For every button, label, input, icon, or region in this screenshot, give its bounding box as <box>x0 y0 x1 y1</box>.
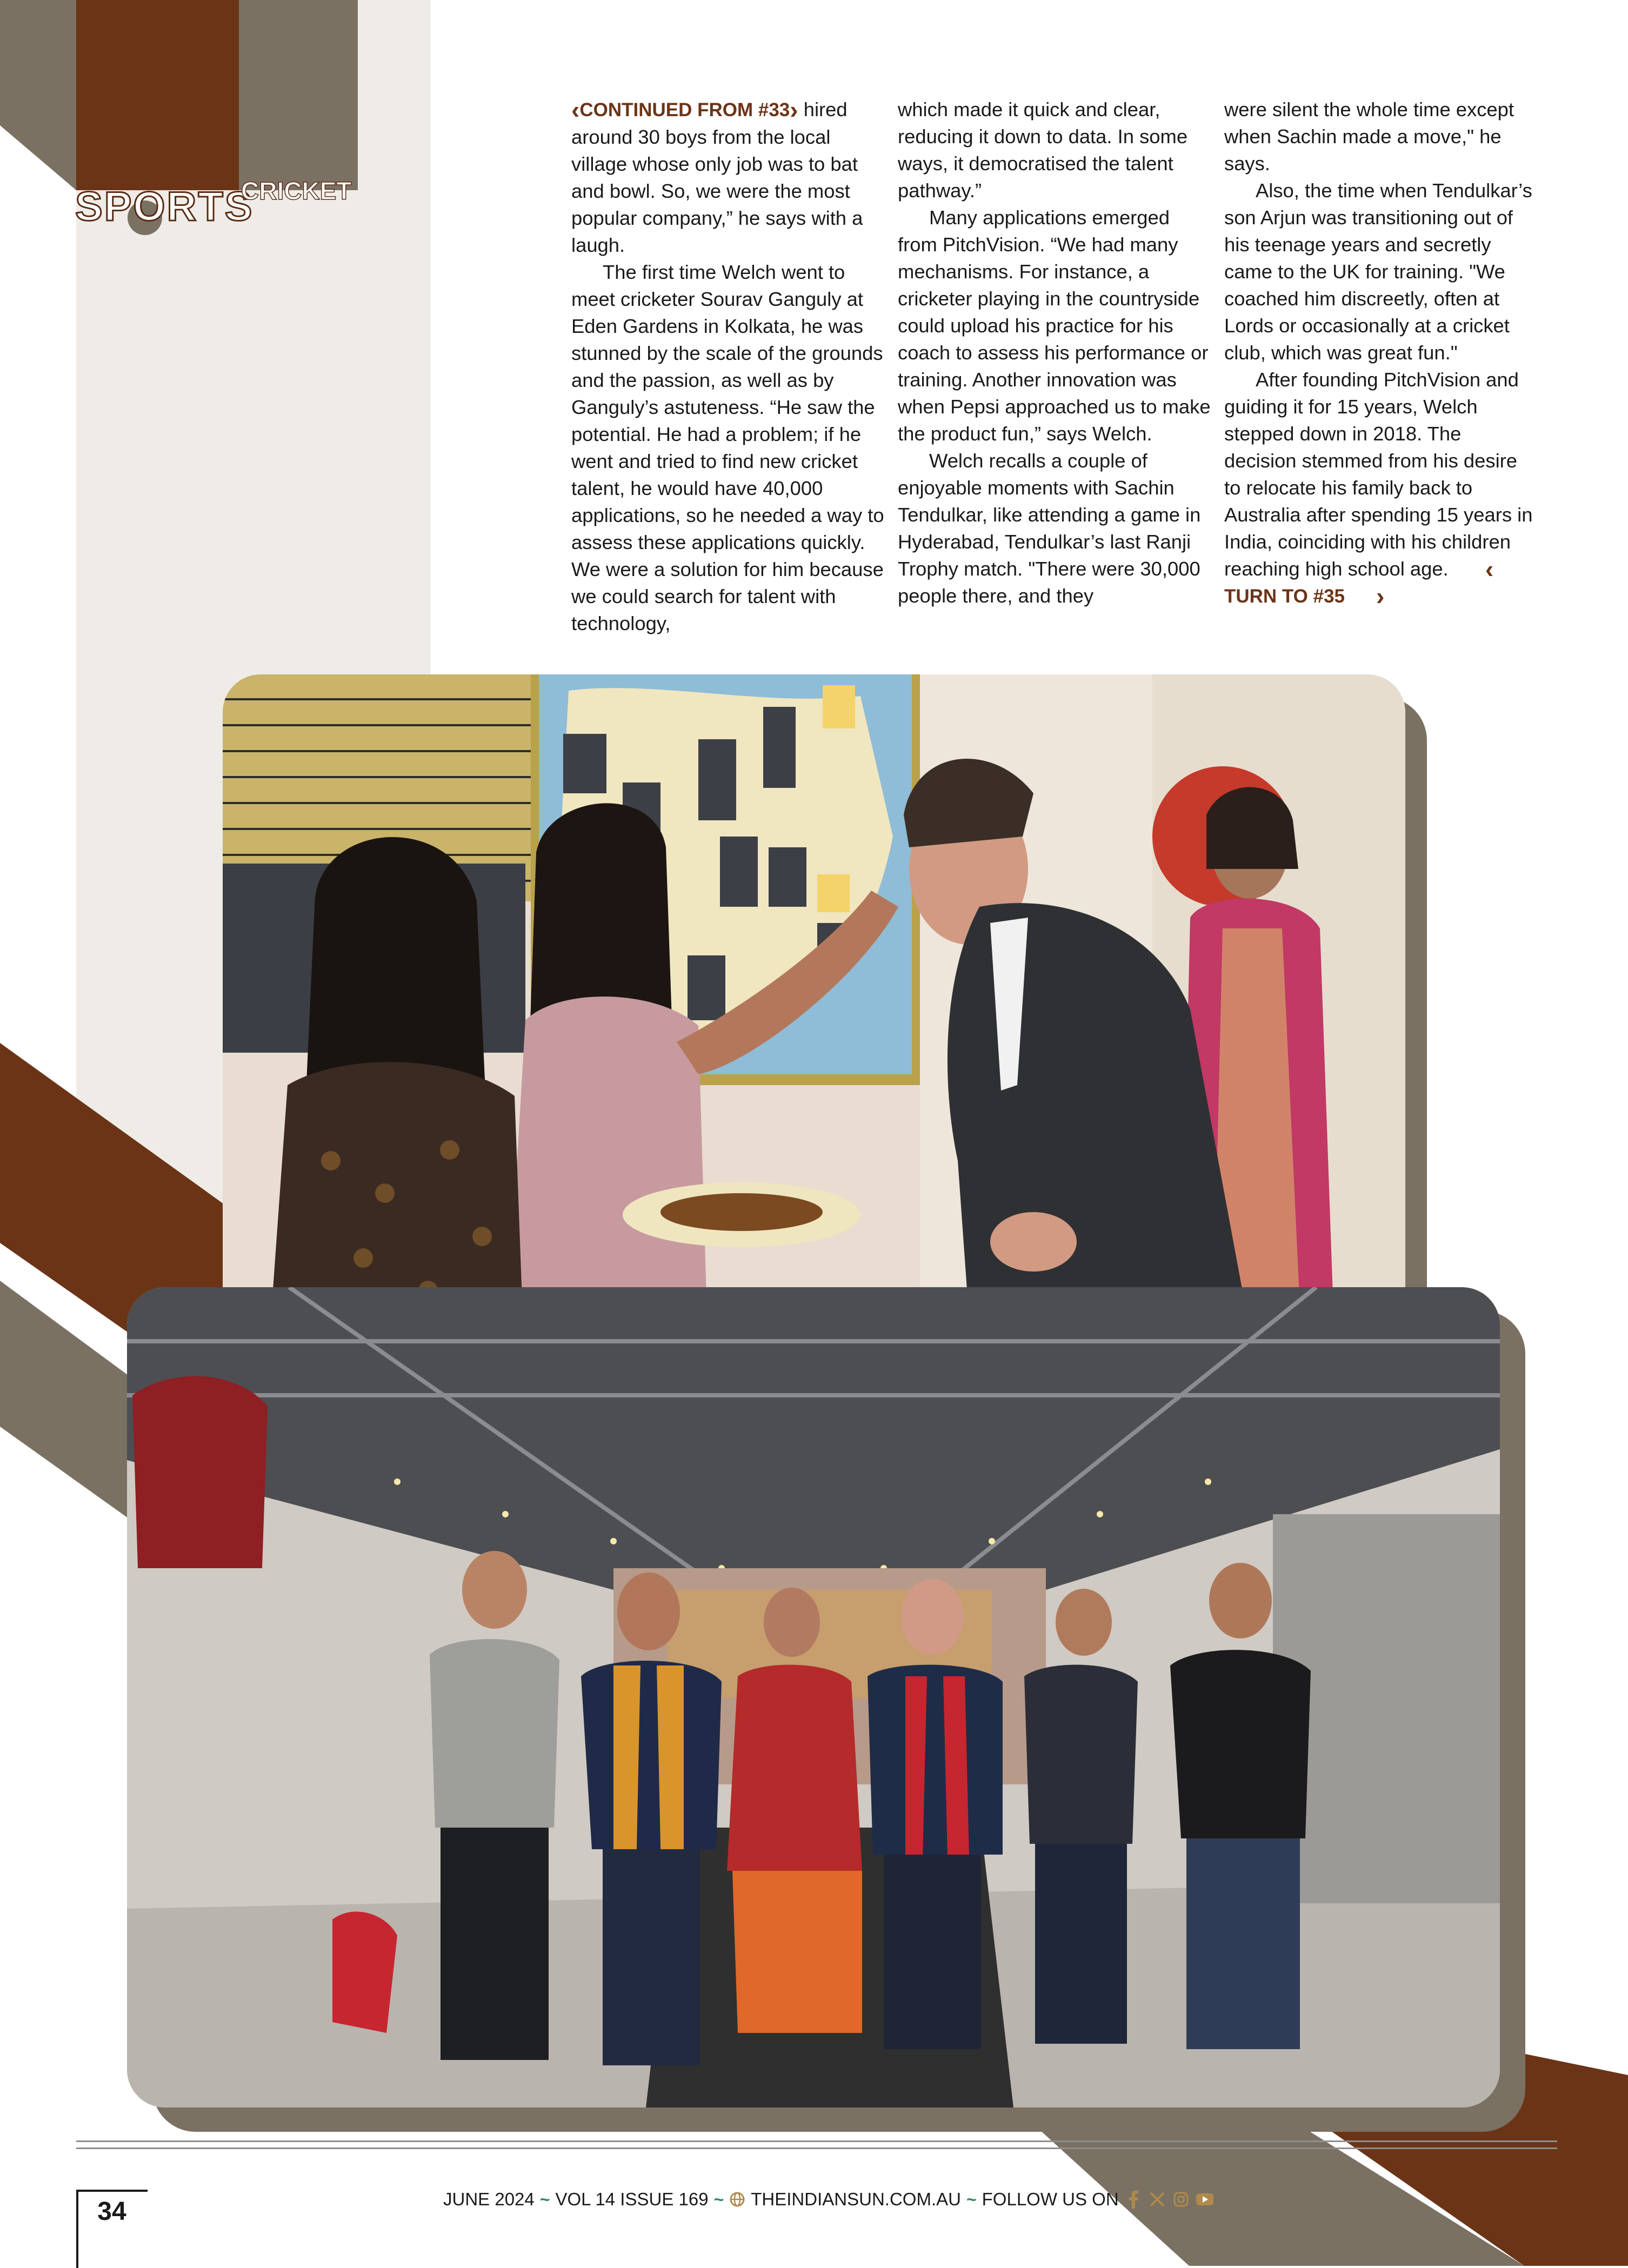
continued-from-link[interactable]: CONTINUED FROM #33 <box>579 99 790 121</box>
youtube-icon[interactable] <box>1196 2190 1214 2209</box>
paragraph: Many applications emerged from PitchVision. “We had many mechanisms. For instance, a cricketer playing in the countryside could upload his practice for his coach to assess his performance or training. Another innovation was when Pepsi approached us to make the product fun,” says Welch. <box>898 206 1211 445</box>
turn-to-link[interactable]: TURN TO #35 <box>1224 586 1345 607</box>
bottom-photo <box>127 1287 1500 2108</box>
article-body <box>0 0 1628 648</box>
facebook-icon[interactable] <box>1124 2190 1143 2209</box>
chevron-right-icon: › <box>1376 582 1385 610</box>
article-column-2 <box>898 96 1211 610</box>
globe-icon <box>729 2191 745 2207</box>
photo-blessing-ceremony-icon <box>223 674 1405 1388</box>
article-column-1 <box>571 96 885 637</box>
article-column-3 <box>1224 96 1538 610</box>
page-number: 34 <box>97 2197 126 2226</box>
paragraph: The first time Welch went to meet cricketer Sourav Ganguly at Eden Gardens in Kolkata, he was stunned by the scale of the grounds and the passion, as well as by Ganguly’s astuteness. “He saw the potential. He had a problem; if he went and tried to find new cricket talent, he would have 40,000 applications, so he needed a way to assess these applications quickly. We were a solution for him because we could search for talent with technology, <box>571 261 884 634</box>
paragraph: which made it quick and clear, reducing it down to data. In some ways, it democratised the talent pathway.” <box>898 98 1188 202</box>
chevron-left-icon: ‹ <box>571 96 580 124</box>
website-link[interactable]: THEINDIANSUN.COM.AU <box>751 2189 961 2209</box>
chevron-right-icon: › <box>790 96 798 124</box>
footer-info <box>443 2189 1214 2210</box>
paragraph: Also, the time when Tendulkar’s son Arjun was transitioning out of his teenage years and secretly came to the UK for training. "We coached him discreetly, often at Lords or occasionally at a cricket club, which was great fun." <box>1224 179 1532 364</box>
separator-icon: ~ <box>539 2189 550 2209</box>
paragraph <box>571 96 885 259</box>
footer-rule <box>76 2140 1557 2142</box>
separator-icon: ~ <box>966 2189 977 2209</box>
issue-number: VOL 14 ISSUE 169 <box>555 2189 709 2209</box>
paragraph-text: hired around 30 boys from the local village whose only job was to bat and bowl. So, we were the most popular company,” he says with a laugh. <box>571 98 863 256</box>
paragraph <box>1224 366 1538 610</box>
section-label: SPORTS <box>75 184 254 230</box>
photo-group-at-temple-icon <box>127 1287 1500 2108</box>
separator-icon: ~ <box>713 2189 724 2209</box>
instagram-icon[interactable] <box>1172 2190 1190 2209</box>
paragraph: Welch recalls a couple of enjoyable moments with Sachin Tendulkar, like attending a game in Hyderabad, Tendulkar’s last Ranji Trophy match. "There were 30,000 people there, and they <box>898 450 1201 607</box>
follow-label: FOLLOW US ON <box>982 2189 1119 2209</box>
paragraph-text: After founding PitchVision and guiding it for 15 years, Welch stepped down in 2018. The decision stemmed from his desire to relocate his family back to Australia after spending 15 years in India, coinciding with his children reaching high school age. <box>1224 369 1533 580</box>
section-sublabel: CRICKET <box>241 177 352 205</box>
top-photo <box>223 674 1405 1388</box>
chevron-left-icon: ‹ <box>1485 555 1494 583</box>
footer-rule <box>76 2147 1557 2149</box>
x-icon[interactable] <box>1148 2190 1166 2209</box>
issue-date: JUNE 2024 <box>443 2189 535 2209</box>
paragraph: were silent the whole time except when Sachin made a move," he says. <box>1224 98 1514 175</box>
